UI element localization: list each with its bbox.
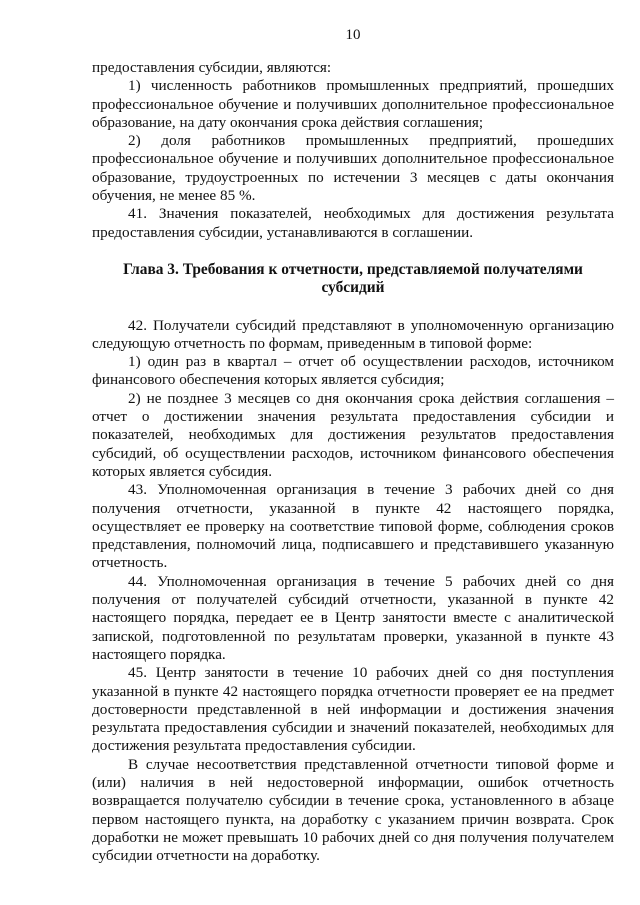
paragraph-41: 41. Значения показателей, необходимых для достижения результата предоставления субсидии, устанавливаются в соглашении. bbox=[92, 205, 614, 241]
paragraph-intro: предоставления субсидии, являются: bbox=[92, 59, 332, 76]
paragraph-42-item-2: 2) не позднее 3 месяцев со дня окончания срока действия соглашения – отчет о достижении значения результата предоставления субсидии и показателей, необходимых для достижения результатов предоставления субсидий, об осуществлении расходов, источником финансового обеспечения которых является субсидия. bbox=[92, 389, 614, 480]
paragraph-42-item-1: 1) один раз в квартал – отчет об осуществлении расходов, источником финансового обеспечения которых является субсидия; bbox=[92, 353, 614, 389]
paragraph-indicator-2: 2) доля работников промышленных предприятий, прошедших профессиональное обучение и получивших дополнительное профессиональное образование, трудоустроенных по истечении 3 месяцев с даты окончания обучения, не менее 85 %. bbox=[92, 132, 614, 205]
paragraph-45-return: В случае несоответствия представленной отчетности типовой форме и (или) наличия в ней недостоверной информации, ошибок отчетность возвращается получателю субсидии в течение срока, установленного в абзаце первом настоящего пункта, на доработку с указанием причин возврата. Срок доработки не может превышать 10 рабочих дней со дня получения получателем субсидии отчетности на доработку. bbox=[92, 755, 614, 865]
page-number: 10 bbox=[345, 27, 361, 43]
paragraph-42: 42. Получатели субсидий представляют в уполномоченную организацию следующую отчетность по формам, приведенным в типовой форме: bbox=[92, 316, 614, 352]
document-body bbox=[92, 59, 614, 865]
chapter-heading: Глава 3. Требования к отчетности, представляемой получателями субсидий bbox=[123, 260, 583, 297]
paragraph-43: 43. Уполномоченная организация в течение 3 рабочих дней со дня получения отчетности, указанной в пункте 42 настоящего порядка, осуществляет ее проверку на соответствие типовой форме, соблюдения сроков представления, полномочий лица, подписавшего и представившего указанную отчетность. bbox=[92, 481, 614, 572]
paragraph-44: 44. Уполномоченная организация в течение 5 рабочих дней со дня получения от получателей субсидий отчетности, указанной в пункте 42 настоящего порядка, передает ее в Центр занятости вместе с аналитической запиской, подготовленной по результатам проверки, указанной в пункте 43 настоящего порядка. bbox=[92, 572, 614, 663]
paragraph-45: 45. Центр занятости в течение 10 рабочих дней со дня поступления указанной в пункте 42 настоящего порядка отчетности проверяет ее на предмет достоверности представленной в ней информации и достижения значения результата предоставления субсидии и значений показателей, необходимых для достижения результата предоставления субсидии. bbox=[92, 664, 614, 755]
paragraph-indicator-1: 1) численность работников промышленных предприятий, прошедших профессиональное обучение и получивших дополнительное профессиональное образование, на дату окончания срока действия соглашения; bbox=[92, 77, 614, 131]
